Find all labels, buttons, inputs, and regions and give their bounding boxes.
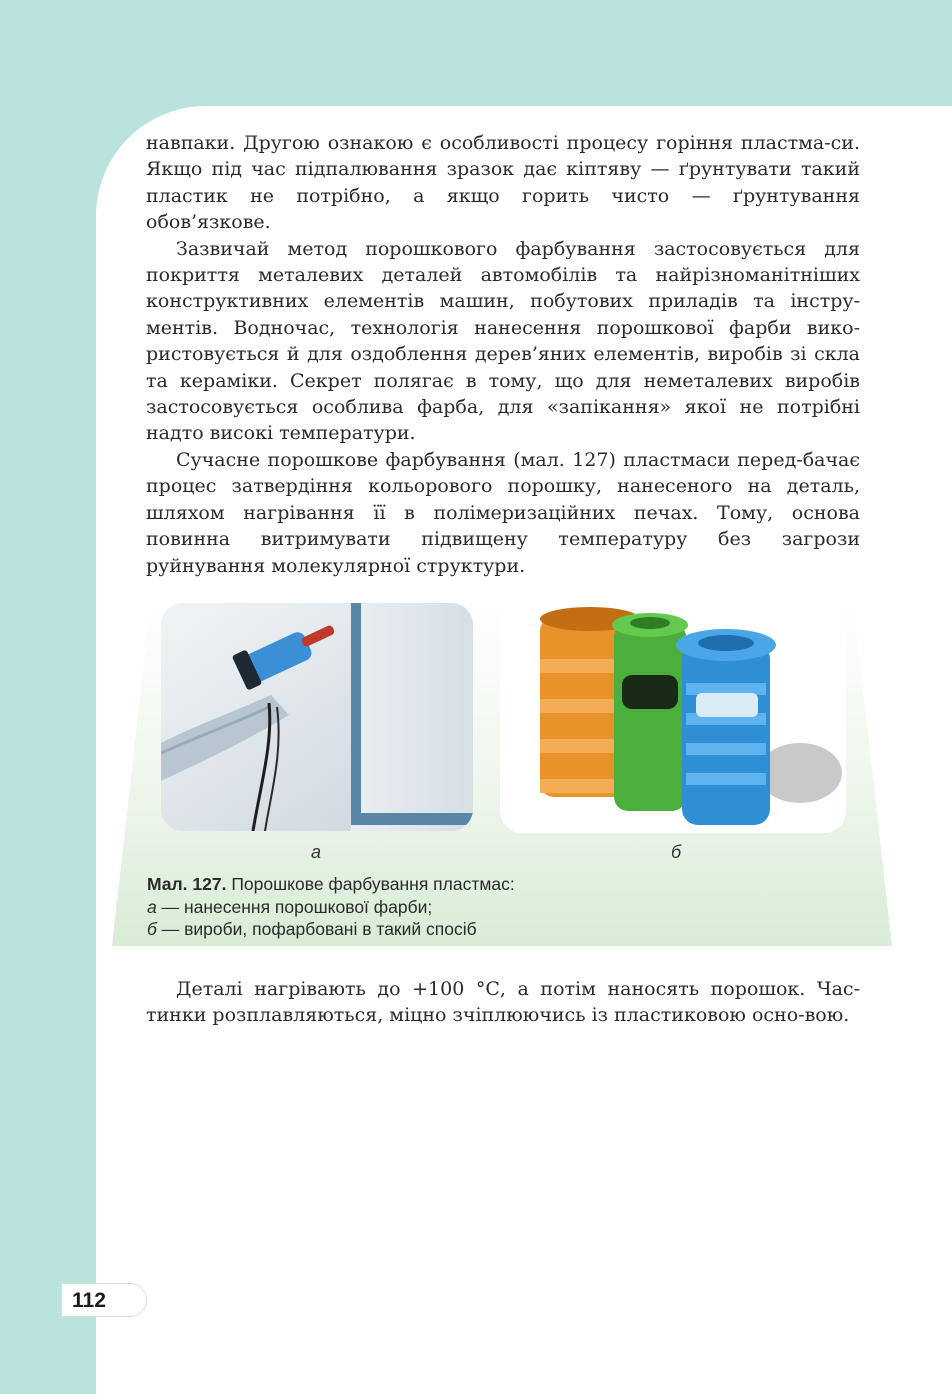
caption-a-text: — нанесення порошкової фарби; xyxy=(161,896,433,917)
photo-colored-bins xyxy=(500,603,846,833)
caption-b-letter: б xyxy=(147,919,157,939)
paragraph-4: Деталі нагрівають до +100 °С, а потім наносять порошок. Час-тинки розплавляються, міцно зчіплюючись із пластиковою осно-вою. xyxy=(146,978,860,1027)
page-number: 112 xyxy=(61,1283,147,1317)
photo-spray-gun xyxy=(161,603,473,831)
caption-text: Порошкове фарбування пластмас: xyxy=(231,874,515,894)
caption-a-letter: а xyxy=(147,896,157,917)
caption-b-text: — вироби, пофарбовані в такий спосіб xyxy=(161,919,477,939)
figure-label-b: б xyxy=(671,842,682,862)
paragraph-2: Зазвичай метод порошкового фарбування застосовується для покриття металевих деталей автомобілів та найрізноманітніших конструктивних елементів машин, побутових приладів та інстру-ментів. Водночас, технологія нанесення порошкової фарби вико-ристовується й для оздоблення дерев’яних елементів, виробів зі скла та кераміки. Секрет полягає в тому, що для неметалевих виробів застосовується особлива фарба, для «запікання» якої не потрібні надто високі температури. xyxy=(146,237,860,445)
paragraph-3: Сучасне порошкове фарбування (мал. 127) пластмаси перед-бачає процес затвердіння кольорового порошку, нанесеного на деталь, шляхом нагрівання її в полімеризаційних печах. Тому, основа повинна витримувати підвищену температуру без загрози руйнування молекулярної структури. xyxy=(146,448,860,577)
body-text-bottom xyxy=(146,976,860,1029)
figure-caption xyxy=(147,873,747,941)
caption-title: Мал. 127. xyxy=(147,874,227,894)
paragraph-1: навпаки. Другою ознакою є особливості процесу горіння пластма-си. Якщо під час підпалювання зразок дає кіптяву — ґрунтувати такий пластик не потрібно, а якщо горить чисто — ґрунтування обов’язкове. xyxy=(146,132,860,234)
body-text-top xyxy=(146,130,860,579)
figure-label-a: а xyxy=(311,842,322,862)
